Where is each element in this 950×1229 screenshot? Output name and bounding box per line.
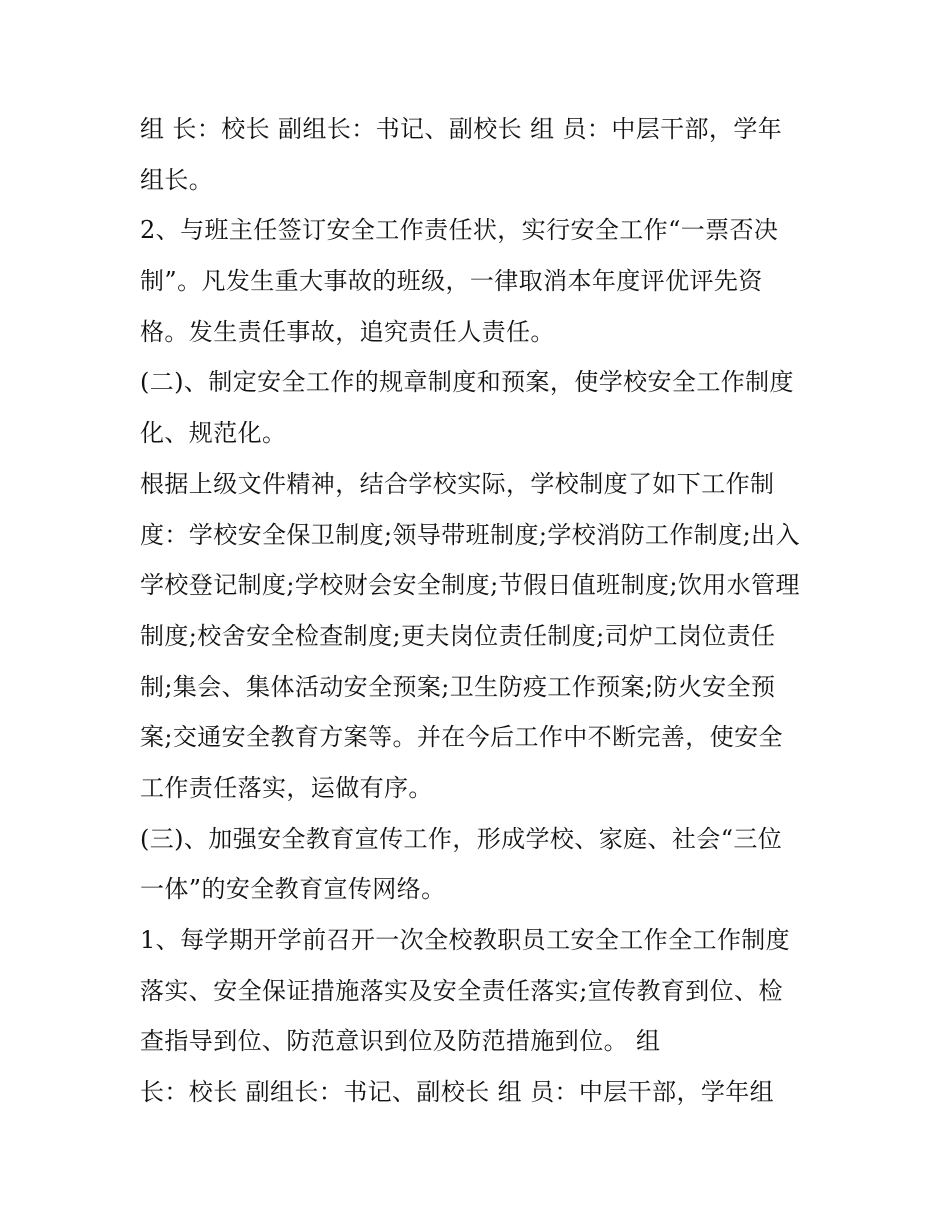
text-line: 2、与班主任签订安全工作责任状，实行安全工作“一票否决 — [140, 216, 779, 245]
text-line: 化、规范化。 — [140, 419, 287, 448]
text-line: 学校登记制度;学校财会安全制度;节假日值班制度;饮用水管理 — [140, 571, 800, 600]
text-line: 格。发生责任事故，追究责任人责任。 — [140, 317, 555, 346]
text-line: 制”。凡发生重大事故的班级，一律取消本年度评优评先资 — [140, 267, 763, 296]
text-line: 根据上级文件精神，结合学校实际，学校制度了如下工作制 — [140, 469, 775, 498]
text-line: 制度;校舍安全检查制度;更夫岗位责任制度;司炉工岗位责任 — [140, 621, 776, 650]
text-line: 长：校长 副组长：书记、副校长 组 员：中层干部，学年组 — [140, 1078, 775, 1107]
text-line: (三)、加强安全教育宣传工作，形成学校、家庭、社会“三位 — [140, 824, 783, 853]
text-line: 1、每学期开学前召开一次全校教职员工安全工作全工作制度 — [140, 926, 791, 954]
text-line: 查指导到位、防范意识到位及防范措施到位。 组 — [140, 1027, 661, 1056]
text-line: 工作责任落实，运做有序。 — [140, 773, 433, 802]
text-line: (二)、制定安全工作的规章制度和预案，使学校安全工作制度 — [140, 368, 794, 397]
document-body — [140, 104, 820, 1118]
text-line: 组长。 — [140, 165, 214, 194]
text-line: 落实、安全保证措施落实及安全责任落实;宣传教育到位、检 — [140, 976, 783, 1005]
text-line: 度：学校安全保卫制度;领导带班制度;学校消防工作制度;出入 — [140, 520, 800, 549]
text-line: 一体”的安全教育宣传网络。 — [140, 875, 446, 904]
text-line: 案;交通安全教育方案等。并在今后工作中不断完善，使安全 — [140, 723, 783, 752]
text-line: 组 长：校长 副组长：书记、副校长 组 员：中层干部，学年 — [140, 115, 783, 143]
text-line: 制;集会、集体活动安全预案;卫生防疫工作预案;防火安全预 — [140, 672, 776, 701]
